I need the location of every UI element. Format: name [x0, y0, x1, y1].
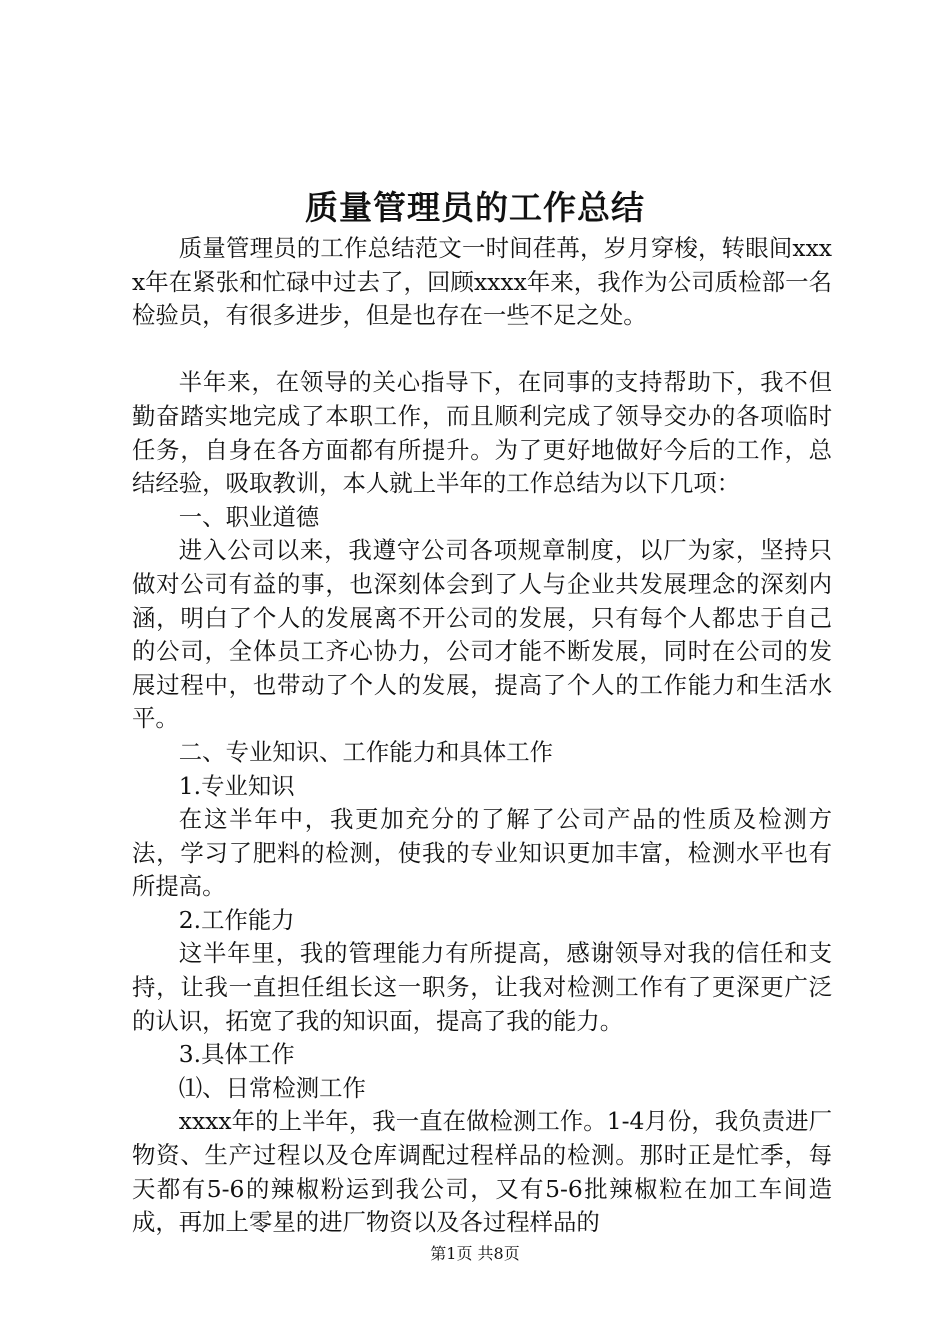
subheading-professional-knowledge: 1.专业知识	[178, 771, 295, 800]
page-title: 质量管理员的工作总结	[305, 188, 645, 227]
subheading-work-ability: 2.工作能力	[178, 905, 295, 934]
subheading-daily-testing: ⑴、日常检测工作	[178, 1073, 366, 1102]
heading-knowledge-ability-work: 二、专业知识、工作能力和具体工作	[178, 737, 554, 766]
paragraph-ethics: 进入公司以来，我遵守公司各项规章制度，以厂为家，坚持只做对公司有益的事，也深刻体会到了人与企业共发展理念的深刻内涵，明白了个人的发展离不开公司的发展，只有每个人都忠于自己的公司，全体员工齐心协力，公司才能不断发展，同时在公司的发展过程中，也带动了个人的发展，提高了个人的工作能力和生活水平。	[132, 536, 832, 733]
document-body	[132, 232, 832, 1240]
paragraph-ability: 这半年里，我的管理能力有所提高，感谢领导对我的信任和支持，让我一直担任组长这一职务，让我对检测工作有了更深更广泛的认识，拓宽了我的知识面，提高了我的能力。	[132, 939, 832, 1035]
paragraph-intro: 质量管理员的工作总结范文一时间荏苒，岁月穿梭，转眼间xxxx年在紧张和忙碌中过去了，回顾xxxx年来，我作为公司质检部一名检验员，有很多进步，但是也存在一些不足之处。	[132, 234, 832, 330]
page-footer: 第1页 共8页	[430, 1244, 520, 1263]
subheading-specific-work: 3.具体工作	[178, 1040, 295, 1069]
heading-professional-ethics: 一、职业道德	[178, 502, 320, 531]
paragraph-daily-testing: xxxx年的上半年，我一直在做检测工作。1-4月份，我负责进厂物资、生产过程以及仓库调配过程样品的检测。那时正是忙季，每天都有5-6的辣椒粉运到我公司，又有5-6批辣椒粒在加工车间造成，再加上零星的进厂物资以及各过程样品的	[132, 1107, 832, 1237]
paragraph-knowledge: 在这半年中，我更加充分的了解了公司产品的性质及检测方法，学习了肥料的检测，使我的专业知识更加丰富，检测水平也有所提高。	[132, 805, 832, 901]
paragraph-overview: 半年来，在领导的关心指导下，在同事的支持帮助下，我不但勤奋踏实地完成了本职工作，而且顺利完成了领导交办的各项临时任务，自身在各方面都有所提升。为了更好地做好今后的工作，总结经验，吸取教训，本人就上半年的工作总结为以下几项：	[132, 368, 832, 498]
